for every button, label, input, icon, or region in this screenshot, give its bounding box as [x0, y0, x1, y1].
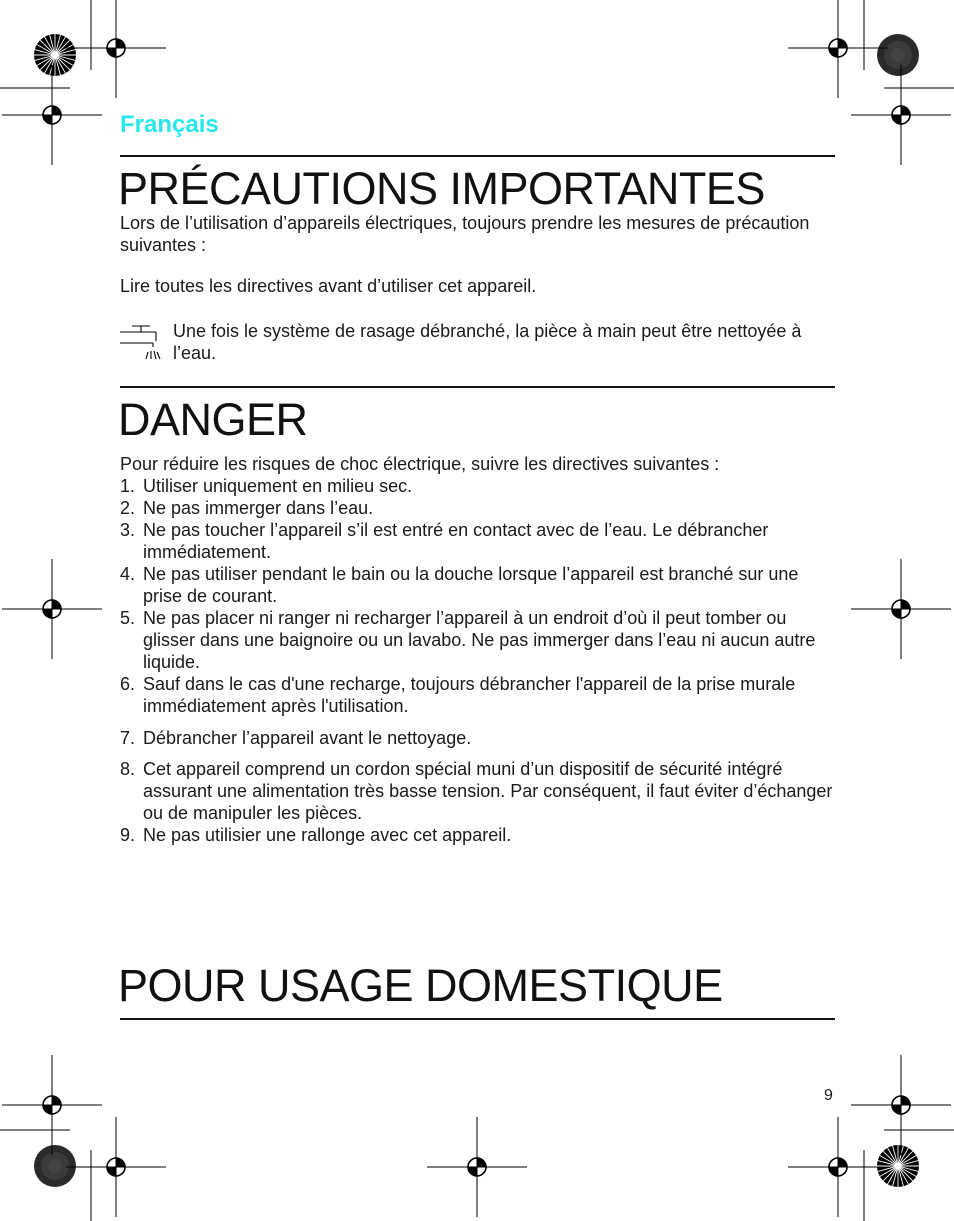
- list-item: [120, 824, 835, 846]
- list-item-number: 1.: [120, 476, 136, 496]
- danger-list: [120, 475, 835, 846]
- language-heading: Français: [120, 111, 219, 138]
- precautions-title: PRÉCAUTIONS IMPORTANTES: [118, 163, 765, 214]
- list-item-number: 4.: [120, 564, 136, 584]
- list-item-number: 2.: [120, 498, 136, 518]
- section-divider: [120, 386, 835, 388]
- domestic-use-title: POUR USAGE DOMESTIQUE: [118, 960, 723, 1011]
- section-divider: [120, 155, 835, 157]
- list-item-text: Cet appareil comprend un cordon spécial muni d’un dispositif de sécurité intégré assurant une alimentation très basse tension. Par conséquent, il faut éviter d’échanger ou de manipuler les pièces.: [143, 759, 833, 823]
- list-item-text: Sauf dans le cas d'une recharge, toujours débrancher l'appareil de la prise murale immédiatement après l'utilisation.: [143, 674, 796, 716]
- list-item-number: 7.: [120, 728, 136, 748]
- list-item: [120, 497, 835, 519]
- list-item: [120, 475, 835, 497]
- page-number: 9: [824, 1087, 833, 1104]
- list-item-text: Ne pas placer ni ranger ni recharger l’appareil à un endroit d’où il peut tomber ou glisser dans une baignoire ou un lavabo. Ne pas immerger dans l’eau ni aucun autre liquide.: [143, 608, 816, 672]
- read-instructions-text: Lire toutes les directives avant d’utiliser cet appareil.: [120, 276, 537, 296]
- list-item-number: 3.: [120, 520, 136, 540]
- list-item-number: 5.: [120, 608, 136, 628]
- list-item-text: Ne pas immerger dans l’eau.: [143, 498, 374, 518]
- list-item-number: 6.: [120, 674, 136, 694]
- list-item-text: Débrancher l’appareil avant le nettoyage.: [143, 728, 472, 748]
- list-item-number: 8.: [120, 759, 136, 779]
- faucet-washable-icon: [120, 323, 164, 363]
- list-item-number: 9.: [120, 825, 136, 845]
- list-item: [120, 727, 835, 749]
- washable-text: Une fois le système de rasage débranché, la pièce à main peut être nettoyée à l’eau.: [173, 321, 802, 363]
- list-item: [120, 673, 835, 717]
- list-item-text: Ne pas utilisier une rallonge avec cet appareil.: [143, 825, 512, 845]
- list-item: [120, 758, 835, 824]
- danger-intro: Pour réduire les risques de choc électrique, suivre les directives suivantes :: [120, 454, 720, 474]
- danger-title: DANGER: [118, 394, 308, 445]
- list-item: [120, 563, 835, 607]
- precautions-intro: Lors de l’utilisation d’appareils électriques, toujours prendre les mesures de précaution suivantes :: [120, 213, 810, 255]
- washable-notice: [120, 320, 835, 364]
- list-item: [120, 519, 835, 563]
- list-item-text: Ne pas toucher l’appareil s’il est entré en contact avec de l’eau. Le débrancher immédiatement.: [143, 520, 769, 562]
- list-item-text: Utiliser uniquement en milieu sec.: [143, 476, 413, 496]
- list-item-text: Ne pas utiliser pendant le bain ou la douche lorsque l’appareil est branché sur une prise de courant.: [143, 564, 799, 606]
- section-divider: [120, 1018, 835, 1020]
- list-item: [120, 607, 835, 673]
